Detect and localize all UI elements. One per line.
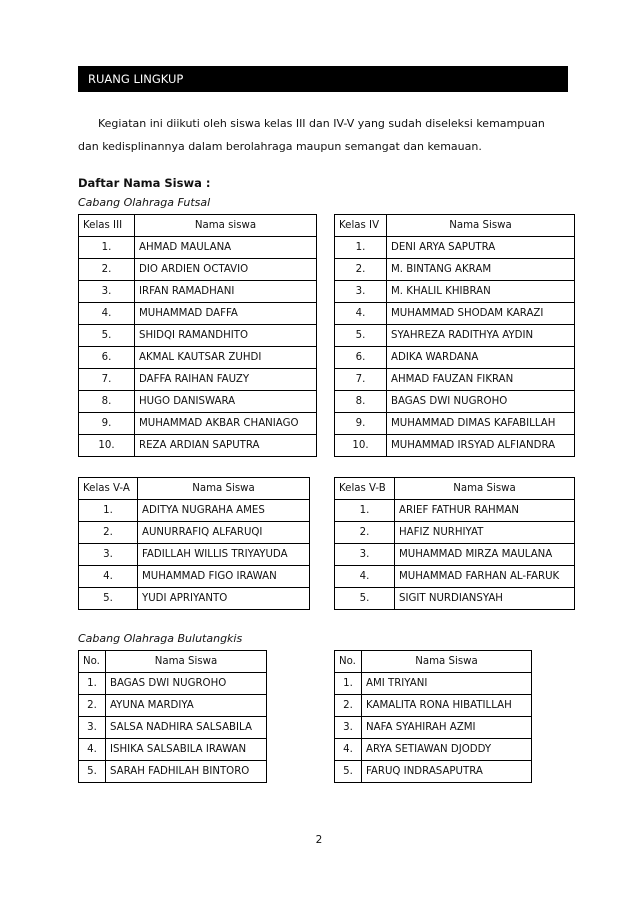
header-name: Nama Siswa [387, 215, 575, 237]
student-name: KAMALITA RONA HIBATILLAH [362, 695, 532, 717]
student-name: M. KHALIL KHIBRAN [387, 281, 575, 303]
row-number: 2. [335, 522, 395, 544]
intro-paragraph [78, 112, 568, 158]
student-name: DAFFA RAIHAN FAUZY [135, 369, 317, 391]
futsal-label: Cabang Olahraga Futsal [78, 196, 211, 209]
table-row [79, 259, 317, 281]
row-number: 5. [335, 588, 395, 610]
bulutangkis-label: Cabang Olahraga Bulutangkis [78, 632, 243, 645]
student-name: HAFIZ NURHIYAT [395, 522, 575, 544]
row-number: 2. [335, 695, 362, 717]
table-row [335, 259, 575, 281]
table-row [79, 281, 317, 303]
table-row [79, 717, 267, 739]
table-bulutangkis-left [78, 650, 267, 783]
row-number: 3. [79, 544, 138, 566]
row-number: 9. [335, 413, 387, 435]
student-name: ISHIKA SALSABILA IRAWAN [106, 739, 267, 761]
table-row [79, 588, 310, 610]
row-number: 8. [335, 391, 387, 413]
row-number: 4. [335, 739, 362, 761]
header-class: Kelas V-B [335, 478, 395, 500]
student-name: MUHAMMAD IRSYAD ALFIANDRA [387, 435, 575, 457]
table-row [335, 281, 575, 303]
intro-text: Kegiatan ini diikuti oleh siswa kelas III dan IV-V yang sudah diseleksi kemampuan dan kedisplinannya dalam berolahraga maupun semangat dan kemauan. [78, 117, 545, 153]
row-number: 3. [335, 281, 387, 303]
table-bulutangkis-right [334, 650, 532, 783]
row-number: 5. [79, 761, 106, 783]
row-number: 7. [79, 369, 135, 391]
student-name: SYAHREZA RADITHYA AYDIN [387, 325, 575, 347]
student-name: FARUQ INDRASAPUTRA [362, 761, 532, 783]
row-number: 2. [79, 522, 138, 544]
header-class: Kelas V-A [79, 478, 138, 500]
table-row [79, 544, 310, 566]
row-number: 1. [79, 673, 106, 695]
student-name: HUGO DANISWARA [135, 391, 317, 413]
student-name: NAFA SYAHIRAH AZMI [362, 717, 532, 739]
student-name: SHIDQI RAMANDHITO [135, 325, 317, 347]
table-row [335, 588, 575, 610]
row-number: 2. [79, 695, 106, 717]
page-number: 2 [315, 834, 323, 846]
row-number: 4. [335, 566, 395, 588]
table-row [335, 522, 575, 544]
row-number: 5. [335, 325, 387, 347]
student-name: AHMAD MAULANA [135, 237, 317, 259]
table-row [335, 717, 532, 739]
table-row [79, 739, 267, 761]
table-row [335, 237, 575, 259]
header-name: Nama Siswa [362, 651, 532, 673]
table-row [79, 303, 317, 325]
table-header-row [79, 478, 310, 500]
table-row [79, 347, 317, 369]
row-number: 1. [335, 500, 395, 522]
student-name: M. BINTANG AKRAM [387, 259, 575, 281]
table-row [335, 673, 532, 695]
table-row [335, 369, 575, 391]
student-name: YUDI APRIYANTO [138, 588, 310, 610]
student-name: MUHAMMAD DIMAS KAFABILLAH [387, 413, 575, 435]
table-row [335, 695, 532, 717]
header-name: Nama Siswa [138, 478, 310, 500]
row-number: 3. [79, 281, 135, 303]
table-row [79, 413, 317, 435]
row-number: 3. [335, 544, 395, 566]
header-number: No. [79, 651, 106, 673]
table-row [335, 413, 575, 435]
table-row [335, 435, 575, 457]
table-row [335, 544, 575, 566]
section-header [78, 66, 568, 92]
student-name: AHMAD FAUZAN FIKRAN [387, 369, 575, 391]
row-number: 6. [79, 347, 135, 369]
table-row [335, 347, 575, 369]
header-name: Nama Siswa [106, 651, 267, 673]
table-row [79, 522, 310, 544]
table-row [335, 739, 532, 761]
row-number: 4. [79, 739, 106, 761]
table-row [79, 435, 317, 457]
table-row [335, 500, 575, 522]
table-row [79, 695, 267, 717]
student-name: DENI ARYA SAPUTRA [387, 237, 575, 259]
table-row [79, 500, 310, 522]
row-number: 5. [79, 588, 138, 610]
table-header-row [79, 215, 317, 237]
table-row [79, 325, 317, 347]
row-number: 9. [79, 413, 135, 435]
student-name: AMI TRIYANI [362, 673, 532, 695]
row-number: 4. [79, 303, 135, 325]
row-number: 2. [335, 259, 387, 281]
student-name: ARYA SETIAWAN DJODDY [362, 739, 532, 761]
student-name: IRFAN RAMADHANI [135, 281, 317, 303]
table-row [79, 369, 317, 391]
student-name: FADILLAH WILLIS TRIYAYUDA [138, 544, 310, 566]
table-row [79, 566, 310, 588]
student-name: ARIEF FATHUR RAHMAN [395, 500, 575, 522]
table-row [335, 761, 532, 783]
row-number: 4. [79, 566, 138, 588]
student-name: BAGAS DWI NUGROHO [387, 391, 575, 413]
table-row [335, 303, 575, 325]
header-number: No. [335, 651, 362, 673]
table-header-row [79, 651, 267, 673]
student-name: AUNURRAFIQ ALFARUQI [138, 522, 310, 544]
row-number: 1. [335, 673, 362, 695]
header-class: Kelas III [79, 215, 135, 237]
student-name: AKMAL KAUTSAR ZUHDI [135, 347, 317, 369]
header-name: Nama Siswa [395, 478, 575, 500]
row-number: 1. [79, 500, 138, 522]
table-header-row [335, 651, 532, 673]
student-name: SIGIT NURDIANSYAH [395, 588, 575, 610]
row-number: 3. [79, 717, 106, 739]
table-row [335, 391, 575, 413]
student-name: SALSA NADHIRA SALSABILA [106, 717, 267, 739]
table-row [335, 566, 575, 588]
student-name: ADITYA NUGRAHA AMES [138, 500, 310, 522]
student-name: MUHAMMAD SHODAM KARAZI [387, 303, 575, 325]
table-kelas-3 [78, 214, 317, 457]
table-kelas-4 [334, 214, 575, 457]
table-row [79, 391, 317, 413]
student-name: MUHAMMAD MIRZA MAULANA [395, 544, 575, 566]
section-title: RUANG LINGKUP [88, 72, 184, 86]
row-number: 5. [335, 761, 362, 783]
row-number: 3. [335, 717, 362, 739]
student-name: AYUNA MARDIYA [106, 695, 267, 717]
row-number: 1. [79, 237, 135, 259]
student-name: SARAH FADHILAH BINTORO [106, 761, 267, 783]
row-number: 10. [79, 435, 135, 457]
row-number: 7. [335, 369, 387, 391]
student-name: MUHAMMAD FARHAN AL-FARUK [395, 566, 575, 588]
student-name: MUHAMMAD DAFFA [135, 303, 317, 325]
table-row [335, 325, 575, 347]
table-row [79, 237, 317, 259]
table-row [79, 761, 267, 783]
header-name: Nama siswa [135, 215, 317, 237]
table-kelas-5b [334, 477, 575, 610]
student-name: BAGAS DWI NUGROHO [106, 673, 267, 695]
row-number: 4. [335, 303, 387, 325]
student-list-title: Daftar Nama Siswa : [78, 176, 211, 190]
row-number: 8. [79, 391, 135, 413]
student-name: MUHAMMAD AKBAR CHANIAGO [135, 413, 317, 435]
student-name: MUHAMMAD FIGO IRAWAN [138, 566, 310, 588]
student-name: ADIKA WARDANA [387, 347, 575, 369]
row-number: 1. [335, 237, 387, 259]
table-header-row [335, 215, 575, 237]
table-row [79, 673, 267, 695]
row-number: 5. [79, 325, 135, 347]
header-class: Kelas IV [335, 215, 387, 237]
student-name: REZA ARDIAN SAPUTRA [135, 435, 317, 457]
row-number: 10. [335, 435, 387, 457]
table-kelas-5a [78, 477, 310, 610]
table-header-row [335, 478, 575, 500]
student-name: DIO ARDIEN OCTAVIO [135, 259, 317, 281]
row-number: 2. [79, 259, 135, 281]
row-number: 6. [335, 347, 387, 369]
